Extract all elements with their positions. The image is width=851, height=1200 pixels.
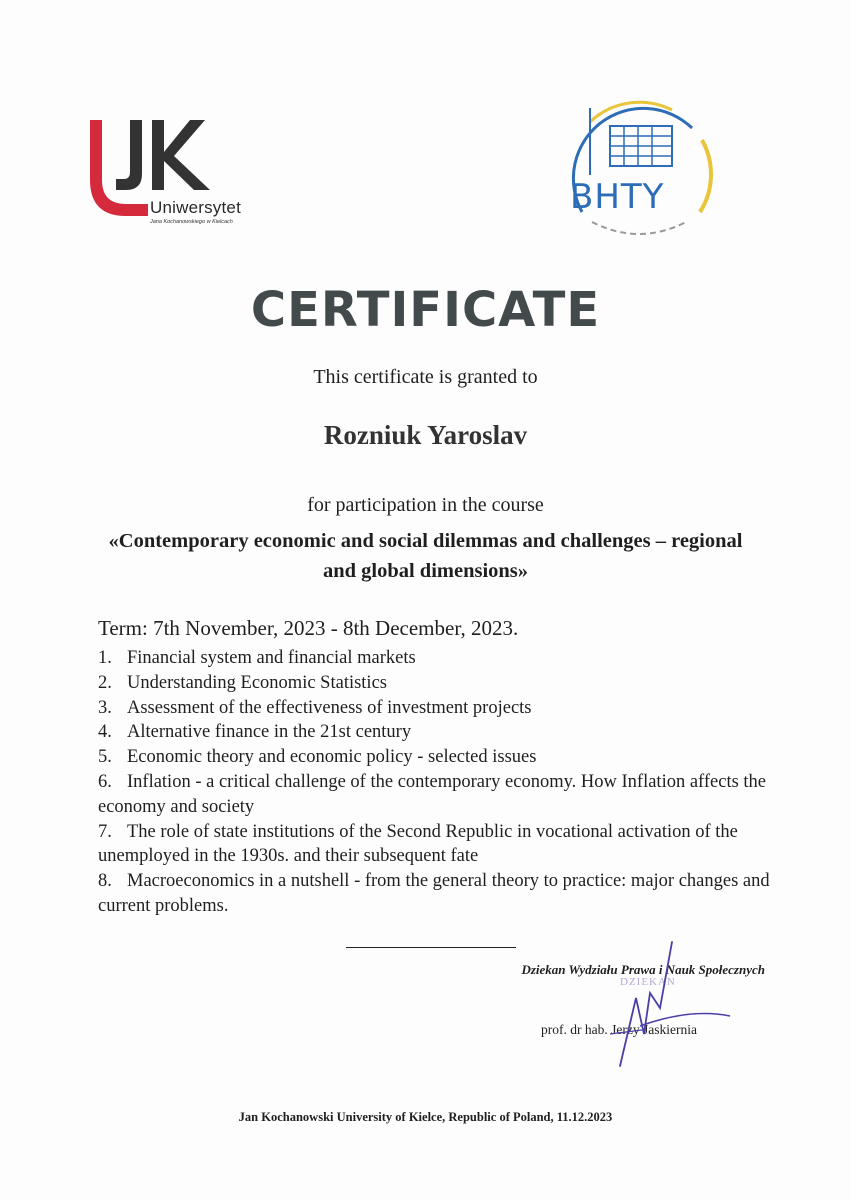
list-item <box>98 820 773 870</box>
list-item <box>98 745 773 770</box>
issue-footer: Jan Kochanowski University of Kielce, Republic of Poland, 11.12.2023 <box>238 1110 613 1124</box>
certificate-title: CERTIFICATE <box>250 282 601 338</box>
list-item <box>98 869 773 919</box>
svg-text:BHTY: BHTY <box>570 177 665 217</box>
list-item <box>98 720 773 745</box>
university-subtitle: Jana Kochanowskiego w Kielcach <box>150 219 233 225</box>
list-item <box>98 770 773 820</box>
module-number: 2. <box>98 672 112 693</box>
list-item <box>98 671 773 696</box>
module-text: Economic theory and economic policy - selected issues <box>127 747 537 768</box>
module-number: 6. <box>98 771 112 792</box>
course-term: Term: 7th November, 2023 - 8th December, 2023. <box>98 616 519 640</box>
handwritten-signature-icon <box>580 938 740 1073</box>
module-number: 3. <box>98 697 112 718</box>
module-text: Inflation - a critical challenge of the contemporary economy. How Inflation affects the economy and society <box>98 771 767 817</box>
module-text: Financial system and financial markets <box>127 648 416 668</box>
module-number: 4. <box>98 722 112 743</box>
bntu-logo-icon <box>552 100 727 250</box>
module-text: Alternative finance in the 21st century <box>127 722 412 743</box>
dean-title: Dziekan Wydziału Prawa i Nauk Społecznych <box>521 962 765 977</box>
university-name: Uniwersytet <box>150 198 242 217</box>
granted-text: This certificate is granted to <box>313 366 538 388</box>
list-item <box>98 646 773 671</box>
module-number: 8. <box>98 871 112 892</box>
course-title: «Contemporary economic and social dilemmas and challenges – regional and global dimensions» <box>108 530 743 582</box>
module-number: 7. <box>98 821 112 842</box>
module-text: Assessment of the effectiveness of investment projects <box>127 697 532 718</box>
list-item <box>98 696 773 721</box>
recipient-name: Rozniuk Yaroslav <box>323 420 528 450</box>
signatory-name: prof. dr hab. Jerzy Jaskiernia <box>541 1022 697 1037</box>
module-text: The role of state institutions of the Second Republic in vocational activation of the unemployed in the 1930s. and their subsequent fate <box>98 821 738 867</box>
signature-line <box>346 947 516 948</box>
module-list <box>98 646 773 919</box>
module-text: Macroeconomics in a nutshell - from the general theory to practice: major changes and current problems. <box>98 871 770 916</box>
dean-stamp: DZIEKAN <box>620 976 676 988</box>
participation-text: for participation in the course <box>307 494 544 516</box>
module-text: Understanding Economic Statistics <box>127 672 387 693</box>
module-number: 5. <box>98 747 112 768</box>
module-number: 1. <box>98 648 112 668</box>
